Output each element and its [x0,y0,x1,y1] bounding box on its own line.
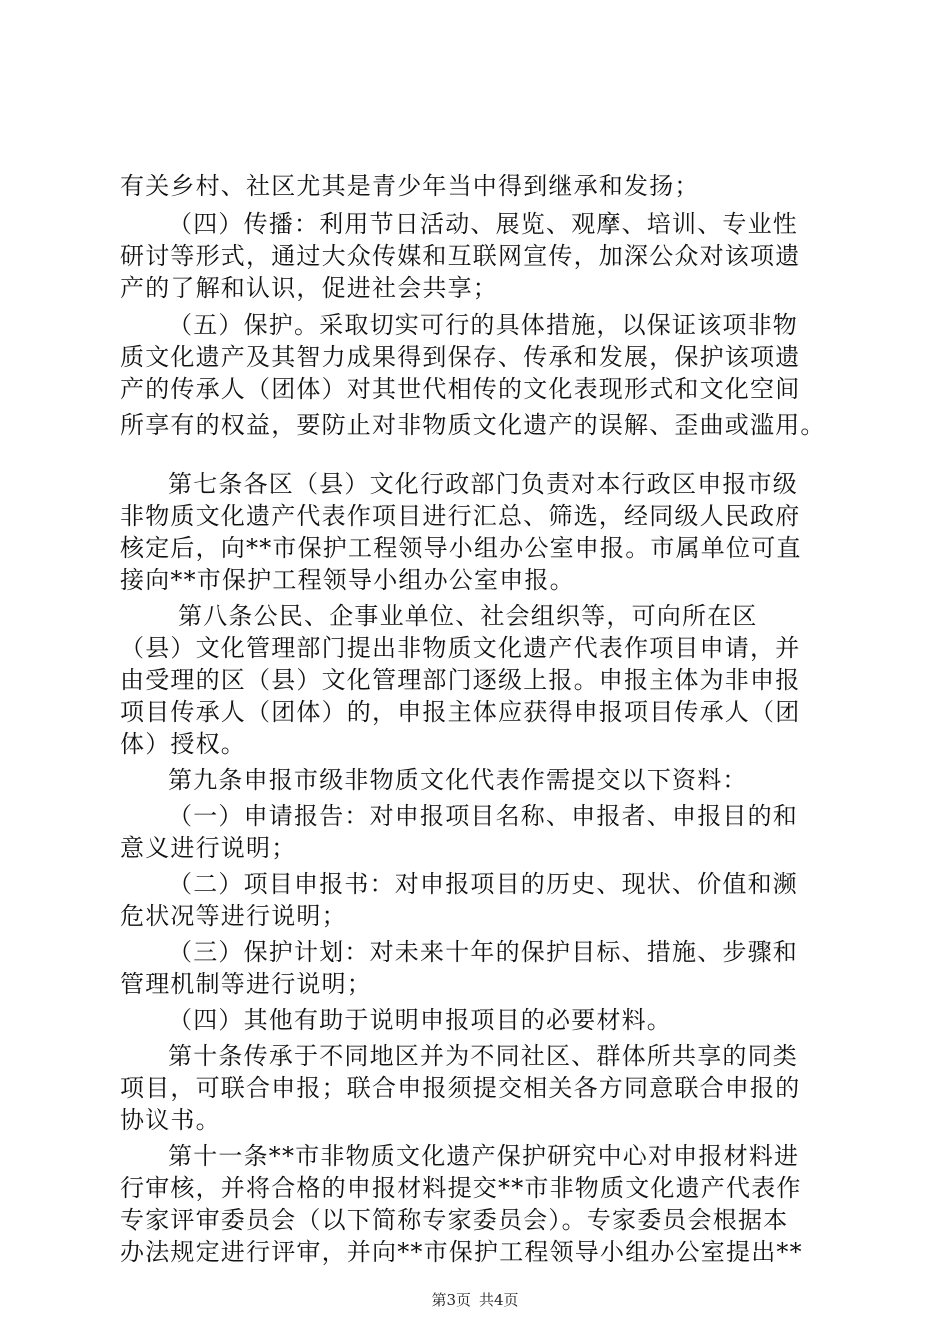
text-line: 第八条公民、企事业单位、社会组织等，可向所在区 [178,602,758,630]
page-total: 共4页 [479,1291,519,1309]
text-line: 意义进行说明； [120,834,297,862]
text-line: 管理机制等进行说明； [120,970,372,998]
text-line: （三）保护计划：对未来十年的保护目标、措施、步骤和 [168,938,798,966]
text-line: （一）申请报告：对申报项目名称、申报者、申报目的和 [168,802,798,830]
text-line: （县）文化管理部门提出非物质文化遗产代表作项目申请，并 [120,634,801,662]
page-footer [0,1290,950,1310]
text-line: 第七条各区（县）文化行政部门负责对本行政区申报市级 [168,470,798,498]
text-line: （五）保护。采取切实可行的具体措施，以保证该项非物 [168,311,798,339]
text-line: 第十条传承于不同地区并为不同社区、群体所共享的同类 [168,1042,798,1070]
text-line: 产的传承人（团体）对其世代相传的文化表现形式和文化空间 [120,375,801,403]
text-line: 办法规定进行评审，并向**市保护工程领导小组办公室提出** [120,1238,803,1266]
text-line: 所享有的权益，要防止对非物质文化遗产的误解、歪曲或滥用。 [120,411,826,439]
text-line: 非物质文化遗产代表作项目进行汇总、筛选，经同级人民政府 [120,502,801,530]
text-line: 协议书。 [120,1106,221,1134]
text-line: 研讨等形式，通过大众传媒和互联网宣传，加深公众对该项遗 [120,242,801,270]
text-line: （四）其他有助于说明申报项目的必要材料。 [168,1006,672,1034]
text-line: 质文化遗产及其智力成果得到保存、传承和发展，保护该项遗 [120,343,801,371]
text-line: 项目，可联合申报；联合申报须提交相关各方同意联合申报的 [120,1074,801,1102]
text-line: 第九条申报市级非物质文化代表作需提交以下资料： [168,766,748,794]
text-line: （二）项目申报书：对申报项目的历史、现状、价值和濒 [168,870,798,898]
text-line: 项目传承人（团体）的，申报主体应获得申报项目传承人（团 [120,698,801,726]
text-line: 危状况等进行说明； [120,902,347,930]
text-line: 有关乡村、社区尤其是青少年当中得到继承和发扬； [120,172,700,200]
text-line: 体）授权。 [120,730,246,758]
text-line: 接向**市保护工程领导小组办公室申报。 [120,566,575,594]
text-line: 由受理的区（县）文化管理部门逐级上报。申报主体为非申报 [120,666,801,694]
text-line: 产的了解和认识，促进社会共享； [120,274,498,302]
page-number: 第3页 [431,1291,471,1309]
text-line: 行审核，并将合格的申报材料提交**市非物质文化遗产代表作 [120,1174,802,1202]
text-line: （四）传播：利用节日活动、展览、观摩、培训、专业性 [168,210,798,238]
text-line: 核定后，向**市保护工程领导小组办公室申报。市属单位可直 [120,534,802,562]
text-line: 专家评审委员会（以下简称专家委员会）。专家委员会根据本 [120,1206,789,1234]
text-line: 第十一条**市非物质文化遗产保护研究中心对申报材料进 [168,1142,800,1170]
